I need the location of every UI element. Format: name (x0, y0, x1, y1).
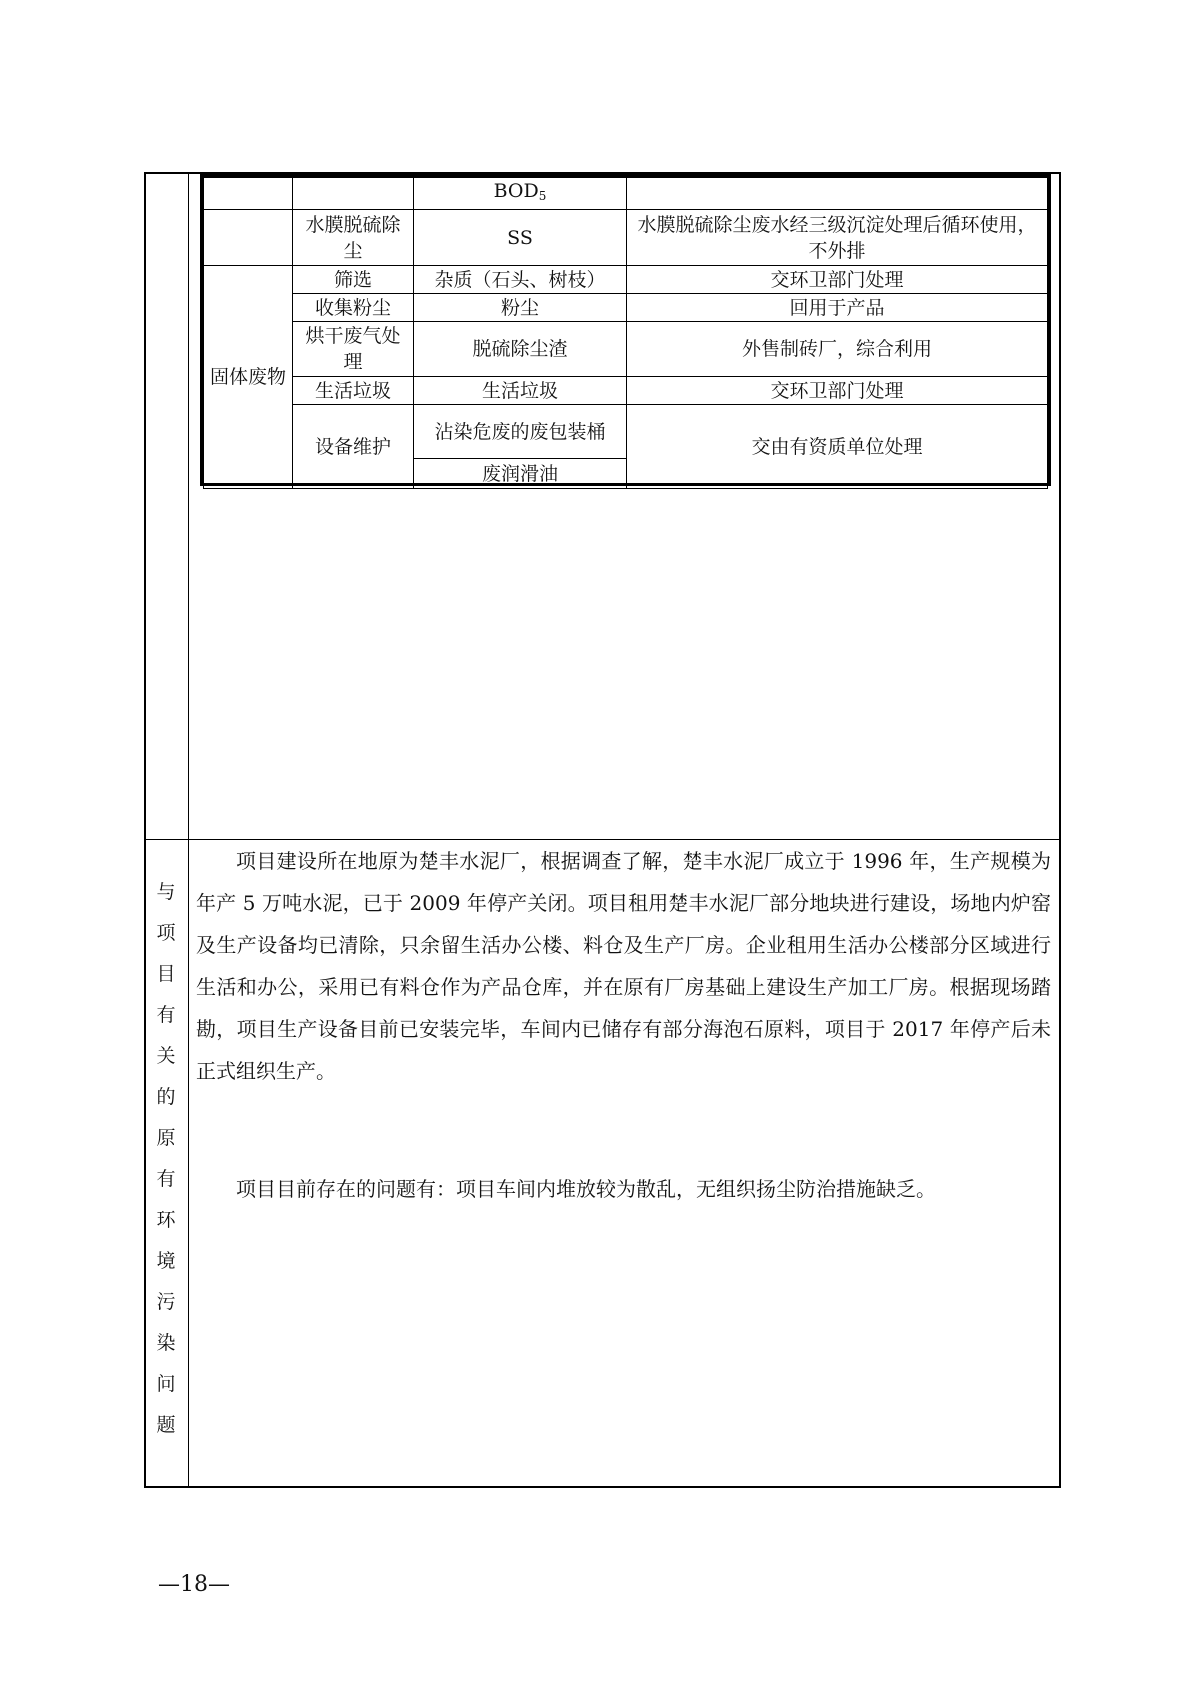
measure-cell: 交由有资质单位处理 (627, 405, 1048, 489)
pollutant-table (200, 174, 1051, 486)
source-cell: 烘干废气处理 (293, 322, 414, 377)
pollutant-cell: 沾染危废的废包装桶 (414, 405, 627, 459)
table-row (204, 405, 1048, 459)
pollutant-cell: 粉尘 (414, 294, 627, 322)
measure-cell: 水膜脱硫除尘废水经三级沉淀处理后循环使用，不外排 (627, 210, 1048, 266)
pollutant-cell: 生活垃圾 (414, 377, 627, 405)
source-cell: 收集粉尘 (293, 294, 414, 322)
measure-cell: 交环卫部门处理 (627, 266, 1048, 294)
table-row (204, 294, 1048, 322)
category-cell-solid-waste: 固体废物 (204, 266, 293, 489)
source-cell: 水膜脱硫除尘 (293, 210, 414, 266)
body-paragraph: 项目目前存在的问题有：项目车间内堆放较为散乱，无组织扬尘防治措施缺乏。 (236, 1177, 936, 1201)
table-row (204, 178, 1048, 210)
source-cell: 筛选 (293, 266, 414, 294)
section-label-vertical: 与 项 目 有 关 的 原 有 环 境 污 染 问 题 (156, 881, 176, 1436)
measure-cell (627, 178, 1048, 210)
table-row (204, 266, 1048, 294)
measure-cell: 回用于产品 (627, 294, 1048, 322)
source-cell (293, 178, 414, 210)
measure-cell: 交环卫部门处理 (627, 377, 1048, 405)
table-row (204, 377, 1048, 405)
source-cell: 设备维护 (293, 405, 414, 489)
category-cell (204, 178, 293, 210)
pollutant-cell: 脱硫除尘渣 (414, 322, 627, 377)
page-number: —18— (158, 1572, 230, 1597)
pollutant-cell: 杂质（石头、树枝） (414, 266, 627, 294)
body-paragraph: 项目建设所在地原为楚丰水泥厂，根据调查了解，楚丰水泥厂成立于 1996 年，生产规模为年产 5 万吨水泥，已于 2009 年停产关闭。项目租用楚丰水泥厂部分地块进行建设，场地内炉窑及生产设备均已清除，只余留生活办公楼、料仓及生产厂房。企业租用生活办公楼部分区域进行生活和办公，采用已有料仓作为产品仓库，并在原有厂房基础上建设生产加工厂房。根据现场踏勘，项目生产设备目前已安装完毕，车间内已储存有部分海泡石原料，项目于 2017 年停产后未正式组织生产。 (196, 849, 1051, 1083)
measure-cell: 外售制砖厂，综合利用 (627, 322, 1048, 377)
pollutant-cell: SS (414, 210, 627, 266)
pollutant-cell: 废润滑油 (414, 459, 627, 489)
table-row (204, 322, 1048, 377)
category-cell (204, 210, 293, 266)
label-column-divider (188, 174, 189, 1486)
source-cell: 生活垃圾 (293, 377, 414, 405)
pollutant-cell: $BOD_5$ (414, 178, 627, 210)
table-row (204, 210, 1048, 266)
